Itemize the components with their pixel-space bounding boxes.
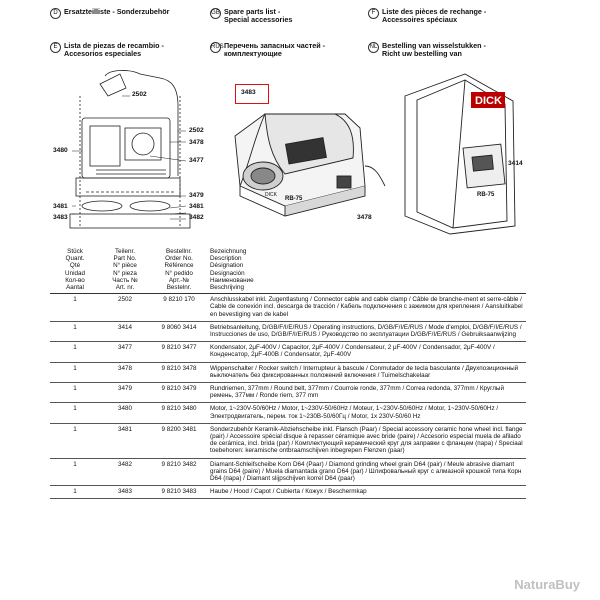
cell-order: 9 8210 3480 [150, 403, 208, 423]
callout-3483-left: 3483 [53, 214, 68, 221]
machine-brand-label: DICK [265, 192, 277, 198]
cell-desc: Kondensator, 2μF-400V / Capacitor, 2μF-400V / Condensateur, 2 μF-400V / Condensador, 2μF-400V / Конденсатор, 2μF-400В / Condensator, 2μF-400V [208, 342, 526, 362]
cell-desc: Haube / Hood / Capot / Cubierta / Кожух / Beschermkap [208, 486, 526, 499]
lang-block-de [50, 8, 169, 19]
rocker-switch [337, 176, 351, 188]
lang-title: Spare parts list - [224, 7, 281, 16]
callout-2502: 2502 [189, 127, 204, 134]
manual-model: RB-75 [477, 192, 495, 198]
cell-part: 3483 [100, 486, 150, 499]
table-row [50, 486, 526, 499]
callout-3481-left: 3481 [53, 203, 68, 210]
flag-icon: NL [368, 42, 379, 53]
table-row [50, 423, 526, 458]
cell-part: 3479 [100, 383, 150, 403]
callout-3414: 3414 [508, 160, 523, 167]
manual-illustration [395, 66, 530, 238]
cell-part: 3477 [100, 342, 150, 362]
cell-part: 3482 [100, 458, 150, 486]
illustrations [50, 66, 530, 238]
table-row [50, 321, 526, 341]
cell-order: 9 8210 3479 [150, 383, 208, 403]
lang-title: Liste des pièces de rechange - [382, 7, 487, 16]
flag-icon: F [368, 8, 379, 19]
table-row [50, 342, 526, 362]
cell-qty: 1 [50, 321, 100, 341]
manual-brand: DICK [475, 95, 502, 107]
callout-3478: 3478 [189, 139, 204, 146]
cell-order: 9 8210 3483 [150, 486, 208, 499]
lang-title: Lista de piezas de recambio - [64, 41, 164, 50]
callout-3482: 3482 [189, 214, 204, 221]
table-row [50, 294, 526, 322]
cell-order: 9 8210 3477 [150, 342, 208, 362]
table-header-row [50, 247, 526, 294]
cell-qty: 1 [50, 294, 100, 322]
callout-2502-top: 2502 [132, 91, 147, 98]
cell-desc: Sonderzubehör Keramik-Abziehscheibe inkl. Flansch (Paar) / Special accessory ceramic hone wheel incl. flange (pair) / Accessoire spécial disque à repasser céramique avec bride (paire) / Accesorio especial muela de afilado de cerámica, incl. brida (par) / Комплектующий керамический круг для заправки с фланцем (пара) / Speciaal toebehoren: keramische ontbraamschijven inbegrepen Flenzen (paar) [208, 423, 526, 458]
cell-part: 2502 [100, 294, 150, 322]
cell-desc: Rundriemen, 377mm / Round belt, 377mm / Courroie ronde, 377mm / Correa redonda, 377mm / Круглый ремень, 377мм / Ronde riem, 377 mm [208, 383, 526, 403]
flag-icon: D [50, 8, 61, 19]
cell-part: 3481 [100, 423, 150, 458]
cell-desc: Diamant-Schleifscheibe Korn D64 (Paar) / Diamond grinding wheel grain D64 (pair) / Meule abrasive diamant grains D64 (paire) / Muela diamantada grano D64 (par) / Шлифовальный круг с алмазной крошкой типа Корн D64 (пара) / Diamant slijpschijven korrel D64 (paar) [208, 458, 526, 486]
cell-qty: 1 [50, 383, 100, 403]
lang-block-fr [368, 8, 486, 25]
header-quantity: Stück Quant. Qté Unidad Кол-во Aantal [50, 247, 100, 294]
cell-order: 9 8210 3482 [150, 458, 208, 486]
lang-block-es [50, 42, 164, 59]
table-row [50, 362, 526, 382]
callout-3481-right: 3481 [189, 203, 204, 210]
callout-3477: 3477 [189, 157, 204, 164]
header-part-no: Teilenr. Part No. N° pièce N° pieza Часть № Art. nr. [100, 247, 150, 294]
cell-desc: Anschlusskabel inkl. Zugentlastung / Connector cable and cable clamp / Câble de branche-ment et serre-câble / Cable de conexión incl. descarga de tracción / Кабель подключения с зажимом для крепления / Aansluitkabel en bevestiging van de kabel [208, 294, 526, 322]
cell-order: 9 8200 3481 [150, 423, 208, 458]
watermark: NaturaBuy [514, 577, 580, 592]
cell-qty: 1 [50, 342, 100, 362]
header-description: Bezeichnung Description Désignation Designación Наименование Beschrijving [208, 247, 526, 294]
lang-subtitle: Accesorios especiales [64, 49, 142, 59]
cell-desc: Motor, 1~230V-50/60Hz / Motor, 1~230V-50/60Hz / Moteur, 1~230V-50/60Hz / Motor, 1~230V-50/60Hz / Электродвигатель, перем. ток 1~230В-50/60Гц / Motor, 1x 230V-50/60 Hz [208, 403, 526, 423]
flag-icon: E [50, 42, 61, 53]
lang-block-ru [210, 42, 325, 59]
cell-qty: 1 [50, 362, 100, 382]
cell-part: 3414 [100, 321, 150, 341]
flag-icon: GB [210, 8, 221, 19]
table-row [50, 403, 526, 423]
header-order-no: Bestellnr. Order No. Référence N° pedido Арт.-№ Bestelnr. [150, 247, 208, 294]
callout-3479: 3479 [189, 192, 204, 199]
cell-order: 9 8210 3478 [150, 362, 208, 382]
cell-qty: 1 [50, 403, 100, 423]
callout-3483-highlight: 3483 [241, 89, 256, 96]
lang-block-gb [210, 8, 292, 25]
lang-title: Ersatzteilliste - Sonderzubehör [64, 7, 170, 16]
table-row [50, 383, 526, 403]
lang-block-nl [368, 42, 486, 59]
callout-3480: 3480 [53, 147, 68, 154]
cell-order: 9 8210 170 [150, 294, 208, 322]
flag-icon: RUS [210, 42, 221, 53]
lang-subtitle: Accessoires spéciaux [382, 15, 458, 25]
cell-order: 9 8060 3414 [150, 321, 208, 341]
cell-desc: Betriebsanleitung, D/GB/F/I/E/RUS / Operating instructions, D/GB/F/I/E/RUS / Mode d'emploi, D/GB/F/I/E/RUS / Instrucciones de uso, D/GB/F/I/E/RUS / Руководство по эксплуатации D/GB/F/I/E/RUS / Gebruiksaanwijzing [208, 321, 526, 341]
cell-qty: 1 [50, 486, 100, 499]
callout-3478-machine: 3478 [357, 214, 372, 221]
lang-title: Bestelling van wisselstukken - [382, 41, 486, 50]
cell-qty: 1 [50, 423, 100, 458]
language-header [50, 8, 530, 66]
machine-model-label: RB-75 [285, 196, 303, 202]
table-row [50, 458, 526, 486]
lang-subtitle: Richt uw bestelling van [382, 49, 462, 59]
parts-table [50, 247, 526, 499]
lang-subtitle: Special accessories [224, 15, 293, 25]
cell-part: 3480 [100, 403, 150, 423]
lang-subtitle: комплектующие [224, 49, 282, 59]
cell-part: 3478 [100, 362, 150, 382]
cell-qty: 1 [50, 458, 100, 486]
lang-title: Перечень запасных частей - [224, 41, 326, 50]
cell-desc: Wippenschalter / Rocker switch / Interrupteur à bascule / Conmutador de tecla basculante / Двухпозиционный выключатель без фиксированных положений включения / Tuimelschakelaar [208, 362, 526, 382]
